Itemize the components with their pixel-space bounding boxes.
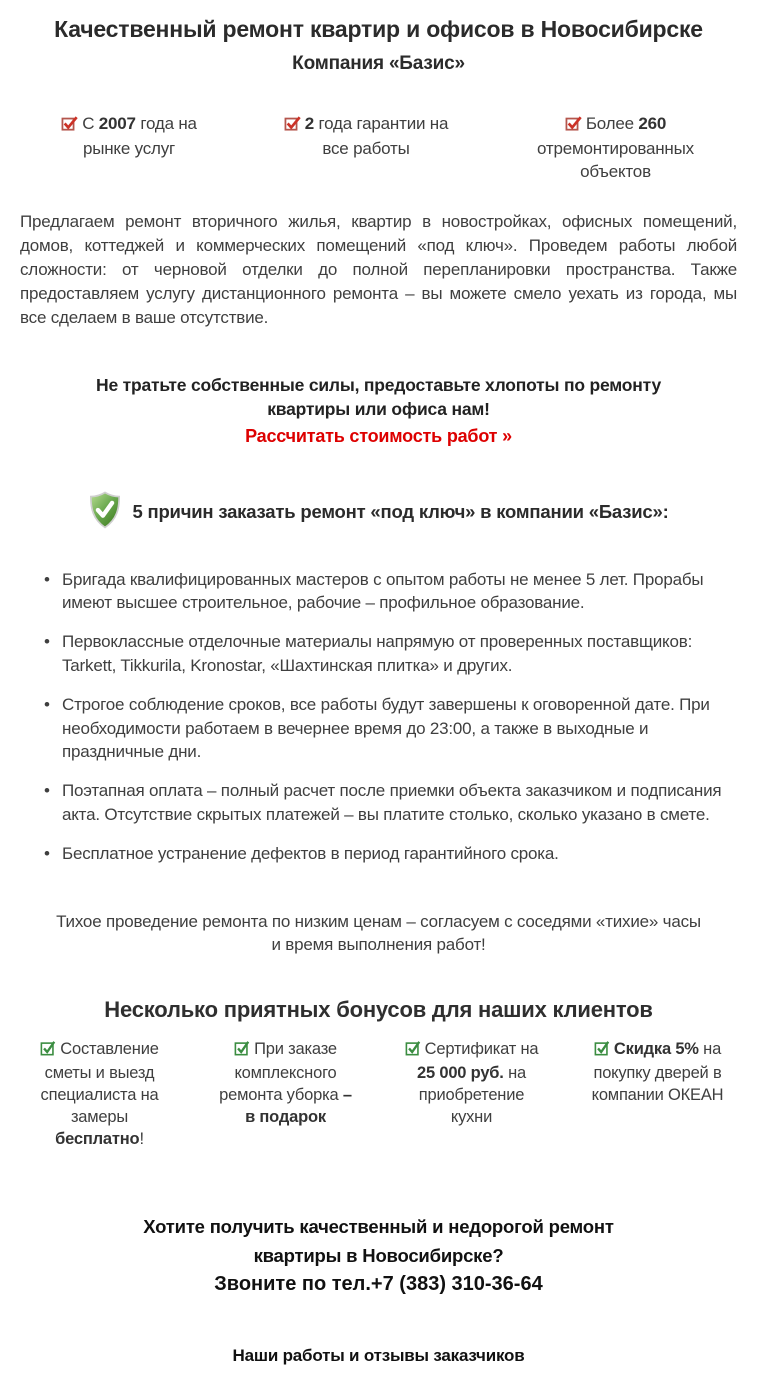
cta-line: квартиры или офиса нам! [267,399,490,420]
company-subtitle: Компания «Базис» [292,53,465,74]
green-checkbox-icon [594,1040,611,1063]
footer-block [20,1213,737,1366]
bonus-text: При заказе комплексного ремонта уборка – в подарок [219,1040,352,1127]
footer-question-line: Хотите получить качественный и недорогой ремонт [143,1215,614,1237]
feature-warranty [281,113,451,184]
green-checkbox-icon [405,1040,422,1063]
bonus-text: Скидка 5% на покупку дверей в компании ОКЕАН [591,1040,724,1105]
cta-block [20,374,737,446]
bonuses-row [20,1039,737,1151]
feature-objects [523,113,708,184]
bonus-kitchen-certificate [403,1039,541,1151]
quiet-note-line: и время выполнения работ! [271,935,486,955]
works-heading: Наши работы и отзывы заказчиков [232,1346,525,1366]
features-row [20,113,737,184]
quiet-note-line: Тихое проведение ремонта по низким ценам – согласуем с соседями «тихие» часы [56,911,701,931]
footer-question-line: квартиры в Новосибирске? [253,1244,504,1266]
reason-item: • Строгое соблюдение сроков, все работы будут завершены к оговоренной дате. При необходимости работаем в вечернее время до 23:00, а также в выходные и праздничные дни. [44,693,727,764]
reason-item: • Поэтапная оплата – полный расчет после приемки объекта заказчиком и подписания акта. Отсутствие скрытых платежей – вы платите столько, сколько указано в смете. [44,779,727,827]
cta-line: Не тратьте собственные силы, предоставьте хлопоты по ремонту [96,375,661,396]
reason-item: • Первоклассные отделочные материалы напрямую от проверенных поставщиков: Tarkett, Tikkurila, Kronostar, «Шахтинская плитка» и других. [44,630,727,678]
quiet-note [20,910,737,958]
page-title: Качественный ремонт квартир и офисов в Новосибирске [54,16,703,42]
calculate-cost-link[interactable]: Рассчитать стоимость работ » [245,425,512,446]
red-checkbox-icon [61,115,79,138]
red-checkbox-icon [565,115,583,138]
feature-text: Более 260 отремонтированных объектов [537,114,694,181]
phone-line: Звоните по тел.+7 (383) 310-36-64 [214,1273,543,1296]
reasons-list [44,568,727,866]
reasons-heading-row [20,491,737,534]
feature-text: С 2007 года на рынке услуг [82,114,197,158]
reason-item: • Бесплатное устранение дефектов в период гарантийного срока. [44,842,727,866]
bonus-cleaning-gift [217,1039,355,1151]
reasons-heading: 5 причин заказать ремонт «под ключ» в компании «Базис»: [132,501,669,523]
feature-text: 2 года гарантии на все работы [304,114,449,158]
red-checkbox-icon [284,115,302,138]
green-checkbox-icon [234,1040,251,1063]
feature-since-2007 [49,113,209,184]
intro-paragraph: Предлагаем ремонт вторичного жилья, квартир в новостройках, офисных помещений, домов, коттеджей и коммерческих помещений «под ключ». Проведем работы любой сложности: от черновой отделки до полной перепланировки пространства. Также предоставляем услугу дистанционного ремонта – вы можете смело уехать из города, мы все сделаем в ваше отсутствие. [20,211,737,328]
bonus-doors-discount [589,1039,727,1151]
bonuses-heading: Несколько приятных бонусов для наших клиентов [104,997,653,1023]
green-shield-check-icon [88,491,122,534]
bonus-text: Сертификат на 25 000 руб. на приобретение кухни [417,1040,539,1127]
green-checkbox-icon [40,1040,57,1063]
bonus-text: Составление сметы и выезд специалиста на замеры бесплатно! [40,1040,159,1148]
reason-item: • Бригада квалифицированных мастеров с опытом работы не менее 5 лет. Прорабы имеют высшее строительное, рабочие – профильное образование. [44,568,727,616]
bonus-free-estimate [31,1039,169,1151]
